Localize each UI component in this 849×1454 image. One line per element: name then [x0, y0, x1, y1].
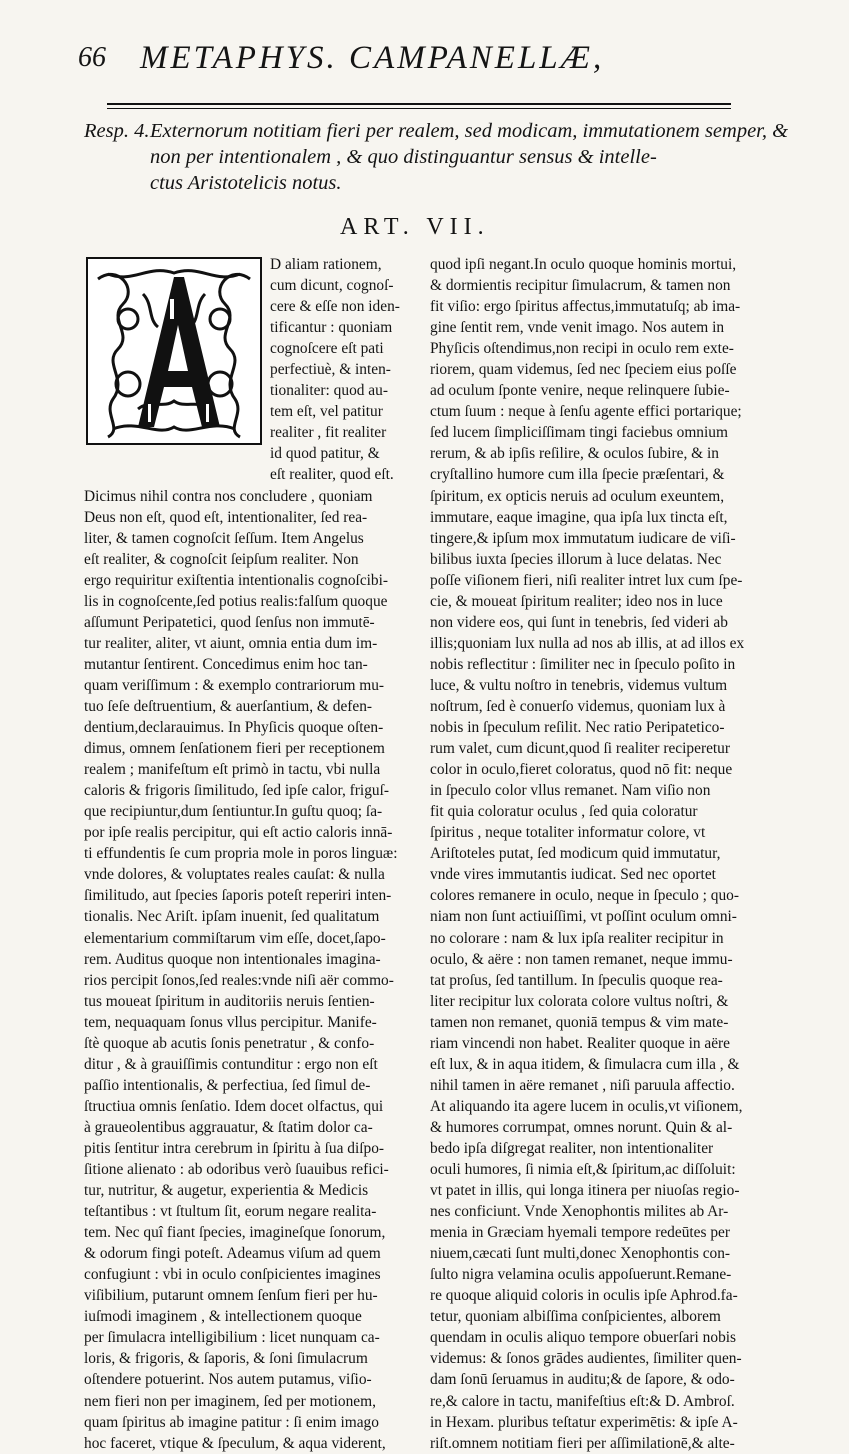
text-line: realiter , fit realiter — [270, 424, 387, 442]
text-line: Deus non eſt, quod eſt, intentionaliter, ſed rea- — [84, 508, 368, 526]
text-line: ſulto nigra velamina oculis appoſuerunt.Remane- — [430, 1266, 732, 1284]
text-line: re,& calore in tactu, manifeſtius eſt:& D. Ambroſ. — [430, 1392, 735, 1410]
text-line: quod ipſi negant.In oculo quoque hominis mortui, — [430, 256, 737, 273]
text-line: ditur , & à grauiſſimis contunditur : ergo non eſt — [84, 1055, 378, 1073]
text-line: cum dicunt, cognoſ- — [270, 277, 394, 295]
text-line: Ariſtoteles putat, ſed modicum quid immutatur, — [430, 845, 721, 863]
text-line: dam ſonū ſeruamus in auditu;& de ſapore, & odo- — [430, 1371, 735, 1389]
text-line: tem eſt, vel patitur — [270, 403, 383, 421]
text-line: & humores corrumpat, omnes norunt. Quin & al- — [430, 1118, 733, 1136]
text-line: immutare, eaque imagine, qua ipſa lux tincta eſt, — [430, 508, 728, 526]
text-line: menia in Græciam hyemali tempore redeūtes per — [430, 1224, 731, 1242]
text-line: nem fieri non per imaginem, ſed per motionem, — [84, 1392, 376, 1410]
text-line: oculo, & aëre : non tamen remanet, neque immu- — [430, 950, 733, 968]
text-line: tetur, quoniam albiſſima conſpicientes, alborem — [430, 1308, 721, 1326]
text-line: quam veriſſimum : & exemplo contrariorum mu- — [84, 676, 385, 694]
text-line: riorem, quam videmus, ſed nec ſpeciem eius poſſe — [430, 361, 737, 379]
text-line: dentium,declarauimus. In Phyſicis quoque oſten- — [84, 719, 384, 737]
text-line: que recipiuntur,dum ſentiuntur.In guſtu quoq; ſa- — [84, 803, 383, 821]
response-label: Resp. 4. — [84, 120, 150, 142]
text-line: poſſe viſionem fieri, niſi realiter intret lux cum ſpe- — [430, 571, 743, 589]
text-line: riſt.omnem notitiam fieri per aſſimilationē,& alte- — [430, 1434, 735, 1452]
text-line: illis;quoniam lux nulla ad nos ab illis, at ad illos ex — [430, 634, 745, 652]
text-line: quam ſpiritus ab imagine patitur : ſi enim imago — [84, 1413, 379, 1431]
text-line: elementarium commiſtarum vim eſſe, docet,ſapo- — [84, 929, 386, 947]
text-line: Phyſicis oſtendimus,non recipi in oculo rem exte- — [430, 340, 734, 358]
text-line: tur, nutritur, & augetur, experientia & Medicis — [84, 1182, 369, 1200]
text-line: & dormientis recipitur ſimulacrum, & tamen non — [430, 277, 731, 295]
text-line: vt patet in illis, qui longa itinera per niuoſas regio- — [430, 1182, 740, 1200]
text-line: riam vincendi non habet. Realiter quoque in aëre — [430, 1034, 731, 1052]
text-line: cie, & moueat ſpiritum realiter; ideo nos in luce — [430, 592, 723, 610]
text-line: dimus, omnem ſenſationem fieri per receptionem — [84, 740, 385, 758]
text-line: tuo ſeſe deſtruentium, & auerſantium, & defen- — [84, 697, 373, 715]
text-line: aſſumunt Peripatetici, quod ſenſus non immutē- — [84, 613, 375, 631]
right-column — [430, 254, 770, 1454]
text-line: ſitione alienato : ab odoribus verò ſuauibus refici- — [84, 1161, 389, 1179]
text-line: in ſpeculo color vllus remanet. Nam viſio non — [430, 782, 711, 800]
text-line: mutantur ſentirent. Concedimus enim hoc tan- — [84, 655, 368, 673]
text-line: perfectiuè, & inten- — [270, 361, 391, 379]
text-line: ſpiritus , neque totaliter informatur colore, vt — [430, 824, 706, 842]
text-line: nobis reflectitur : ſimiliter nec in ſpeculo poſito in — [430, 655, 736, 673]
text-line: tionalis. Nec Ariſt. ipſam inuenit, ſed qualitatum — [84, 908, 380, 926]
text-line: nes conficiunt. Vnde Xenophontis milites ab Ar- — [430, 1203, 729, 1221]
text-line: eſt realiter, & cognoſcit ſeipſum realiter. Non — [84, 550, 359, 568]
text-line: ſtè quoque ab acutis ſonis penetratur , & confo- — [84, 1034, 375, 1052]
text-line: à graueolentibus aggrauatur, & ſtatim dolor ca- — [84, 1118, 373, 1136]
text-line: At aliquando ita agere lucem in oculis,vt viſionem, — [430, 1097, 743, 1115]
text-line: lis in cognoſcente,ſed potius realis:falſum quoque — [84, 592, 388, 610]
text-line: nihil tamen in aëre remanet , niſi paruula affectio. — [430, 1076, 735, 1094]
text-line: pitis ſentitur intra cerebrum in ſpiritu à ſua diſpo- — [84, 1139, 385, 1157]
text-line: cryſtallino humore cum illa ſpecie præſentari, & — [430, 466, 725, 484]
text-line: tat proſus, ſed tantillum. In ſpeculis quoque rea- — [430, 971, 723, 989]
text-line: tur realiter, aliter, vt aiunt, omnia entia dum im- — [84, 634, 378, 652]
text-line: rem. Auditus quoque non intentionales imagina- — [84, 950, 381, 968]
text-line: per ſimulacra intelligibilium : licet nunquam ca- — [84, 1329, 380, 1347]
text-line: tingere,& ipſum mox immutatum iudicare de viſi- — [430, 529, 736, 547]
text-line: oſtendere potuerint. Nos autem putamus, viſio- — [84, 1371, 372, 1389]
text-line: liter, & tamen cognoſcit ſeſſum. Item Angelus — [84, 529, 364, 547]
text-line: fit quia coloratur oculus , ſed quia coloratur — [430, 803, 698, 821]
text-line: ſed lucem ſimpliciſſimam tingi faciebus omnium — [430, 424, 728, 442]
text-line: vnde vires immutantis iudicat. Sed nec oportet — [430, 866, 716, 884]
response-line: ctus Aristotelicis notus. — [150, 172, 342, 194]
text-line: tificantur : quoniam — [270, 319, 393, 337]
response-line: non per intentionalem , & quo distinguantur sensus & intelle- — [150, 146, 657, 168]
text-line: rios percipit ſonos,ſed reales:vnde niſi aër commo- — [84, 971, 394, 989]
text-line: tamen non remanet, quoniā tempus & vim mate- — [430, 1013, 729, 1031]
text-line: luce, & vultu noſtro in tenebris, videmus vultum — [430, 676, 728, 694]
text-line: Dicimus nihil contra nos concludere , quoniam — [84, 487, 373, 505]
text-line: in Hexam. pluribus teſtatur experimētis: & ipſe A- — [430, 1413, 738, 1431]
text-line: por ipſe realis percipitur, qui eſt actio caloris innā- — [84, 824, 393, 842]
left-column — [84, 254, 419, 1454]
text-line: color in oculo,fieret coloratus, quod nō fit: neque — [430, 761, 733, 779]
text-line: & odorum fingi poteſt. Adeamus viſum ad quem — [84, 1245, 381, 1263]
text-line: D aliam rationem, — [270, 256, 382, 273]
text-line: ſpiritum, ex opticis neruis ad oculum exeuntem, — [430, 487, 725, 505]
header-rule-thin — [107, 108, 731, 109]
text-line: noſtrum, ſed è conuerſo videmus, quoniam lux à — [430, 697, 726, 715]
text-line: tem, nequaquam ſonus vllus percipitur. Manife- — [84, 1013, 377, 1031]
text-line: liter recipitur lux colorata colore vultus noſtri, & — [430, 992, 729, 1010]
text-line: rum valet, cum dicunt,quod ſi realiter reciperetur — [430, 740, 730, 758]
text-line: viſibilium, putarunt omnem ſenſum fieri per hu- — [84, 1287, 378, 1305]
running-head — [78, 40, 718, 84]
text-line: hoc faceret, vtique & ſpeculum, & aqua viderent, — [84, 1434, 386, 1452]
text-line: tus moueat ſpiritum in auditoriis neruis ſentien- — [84, 992, 375, 1010]
page-number: 66 — [78, 42, 106, 73]
text-line: eſt lux, & in aqua itidem, & ſimulacra cum illa , & — [430, 1055, 740, 1073]
text-line: gine ſentit rem, vnde venit imago. Nos autem in — [430, 319, 725, 337]
text-line: nobis in ſpeculum reſilit. Nec ratio Peripatetico- — [430, 719, 725, 737]
text-line: id quod patitur, & — [270, 445, 380, 463]
text-line: oculi humores, ſi nimia eſt,& ſpiritum,ac diſſoluit: — [430, 1161, 736, 1179]
text-line: no colorare : nam & lux ipſa realiter recipitur in — [430, 929, 724, 947]
text-line: ſtructiua omnis ſenſatio. Idem docet olfactus, qui — [84, 1097, 384, 1115]
text-line: quendam in oculis aliquo tempore obuerſari nobis — [430, 1329, 737, 1347]
text-line: cognoſcere eſt pati — [270, 340, 384, 358]
text-line: bilibus iuxta ſpecies illorum à luce delatas. Nec — [430, 550, 722, 568]
text-line: colores remanere in oculo, neque in ſpeculo ; quo- — [430, 887, 739, 905]
text-line: realem ; manifeſtum eſt primò in tactu, vbi nulla — [84, 761, 381, 779]
text-line: bedo ipſa diſgregat realiter, non intentionaliter — [430, 1139, 714, 1157]
text-line: cere & eſſe non iden- — [270, 298, 400, 316]
text-line: ctum ſuum : neque à ſenſu agente effici portarique; — [430, 403, 742, 421]
text-line: confugiunt : vbi in oculo conſpicientes imagines — [84, 1266, 381, 1284]
text-line: ſimilitudo, aut ſpecies ſaporis poteſt reperiri inten- — [84, 887, 392, 905]
text-line: tionaliter: quod au- — [270, 382, 388, 400]
text-line: ti effundentis ſe cum propria mole in poros linguæ: — [84, 845, 398, 863]
text-line: re quoque aliquid coloris in oculis ipſe Aphrod.fa- — [430, 1287, 738, 1305]
text-line: rerum, & ab ipſis reſilire, & oculos ſubire, & in — [430, 445, 719, 463]
text-line: ad oculum ſponte venire, neque relinquere ſubie- — [430, 382, 730, 400]
text-line: loris, & frigoris, & ſaporis, & ſoni ſimulacrum — [84, 1350, 368, 1368]
response-line: Externorum notitiam fieri per realem, sed modicam, immutationem semper, & — [150, 120, 789, 142]
text-line: fit viſio: ergo ſpiritus affectus,immutatuſq; ab ima- — [430, 298, 741, 316]
text-line: niam non ſunt actiuiſſimi, vt poſſint oculum omni- — [430, 908, 737, 926]
text-line: iuſmodi imaginem , & intellectionem quoque — [84, 1308, 362, 1326]
text-line: non videre eos, qui ſunt in tenebris, ſed videri ab — [430, 613, 728, 631]
text-line: tem. Nec quî fiant ſpecies, imagineſque ſonorum, — [84, 1224, 386, 1242]
header-rule — [107, 103, 731, 105]
text-line: teſtantibus : vt ſtultum ſit, eorum negare realita- — [84, 1203, 377, 1221]
text-line: niuem,cæcati ſunt multi,donec Xenophontis con- — [430, 1245, 731, 1263]
text-line: vnde dolores, & voluptates reales cauſat: & nulla — [84, 866, 385, 884]
text-line: ergo requiritur exiſtentia intentionalis cognoſcibi- — [84, 571, 389, 589]
text-line: paſſio intentionalis, & perfectiua, ſed ſimul de- — [84, 1076, 371, 1094]
text-line: caloris & frigoris ſimilitudo, ſed ipſe calor, friguſ- — [84, 782, 389, 800]
article-heading: ART. VII. — [340, 214, 490, 240]
running-title: METAPHYS. CAMPANELLÆ, — [140, 40, 605, 76]
text-line: videmus: & ſonos grādes audientes, ſimiliter quen- — [430, 1350, 742, 1368]
text-line: eſt realiter, quod eſt. — [270, 466, 394, 484]
